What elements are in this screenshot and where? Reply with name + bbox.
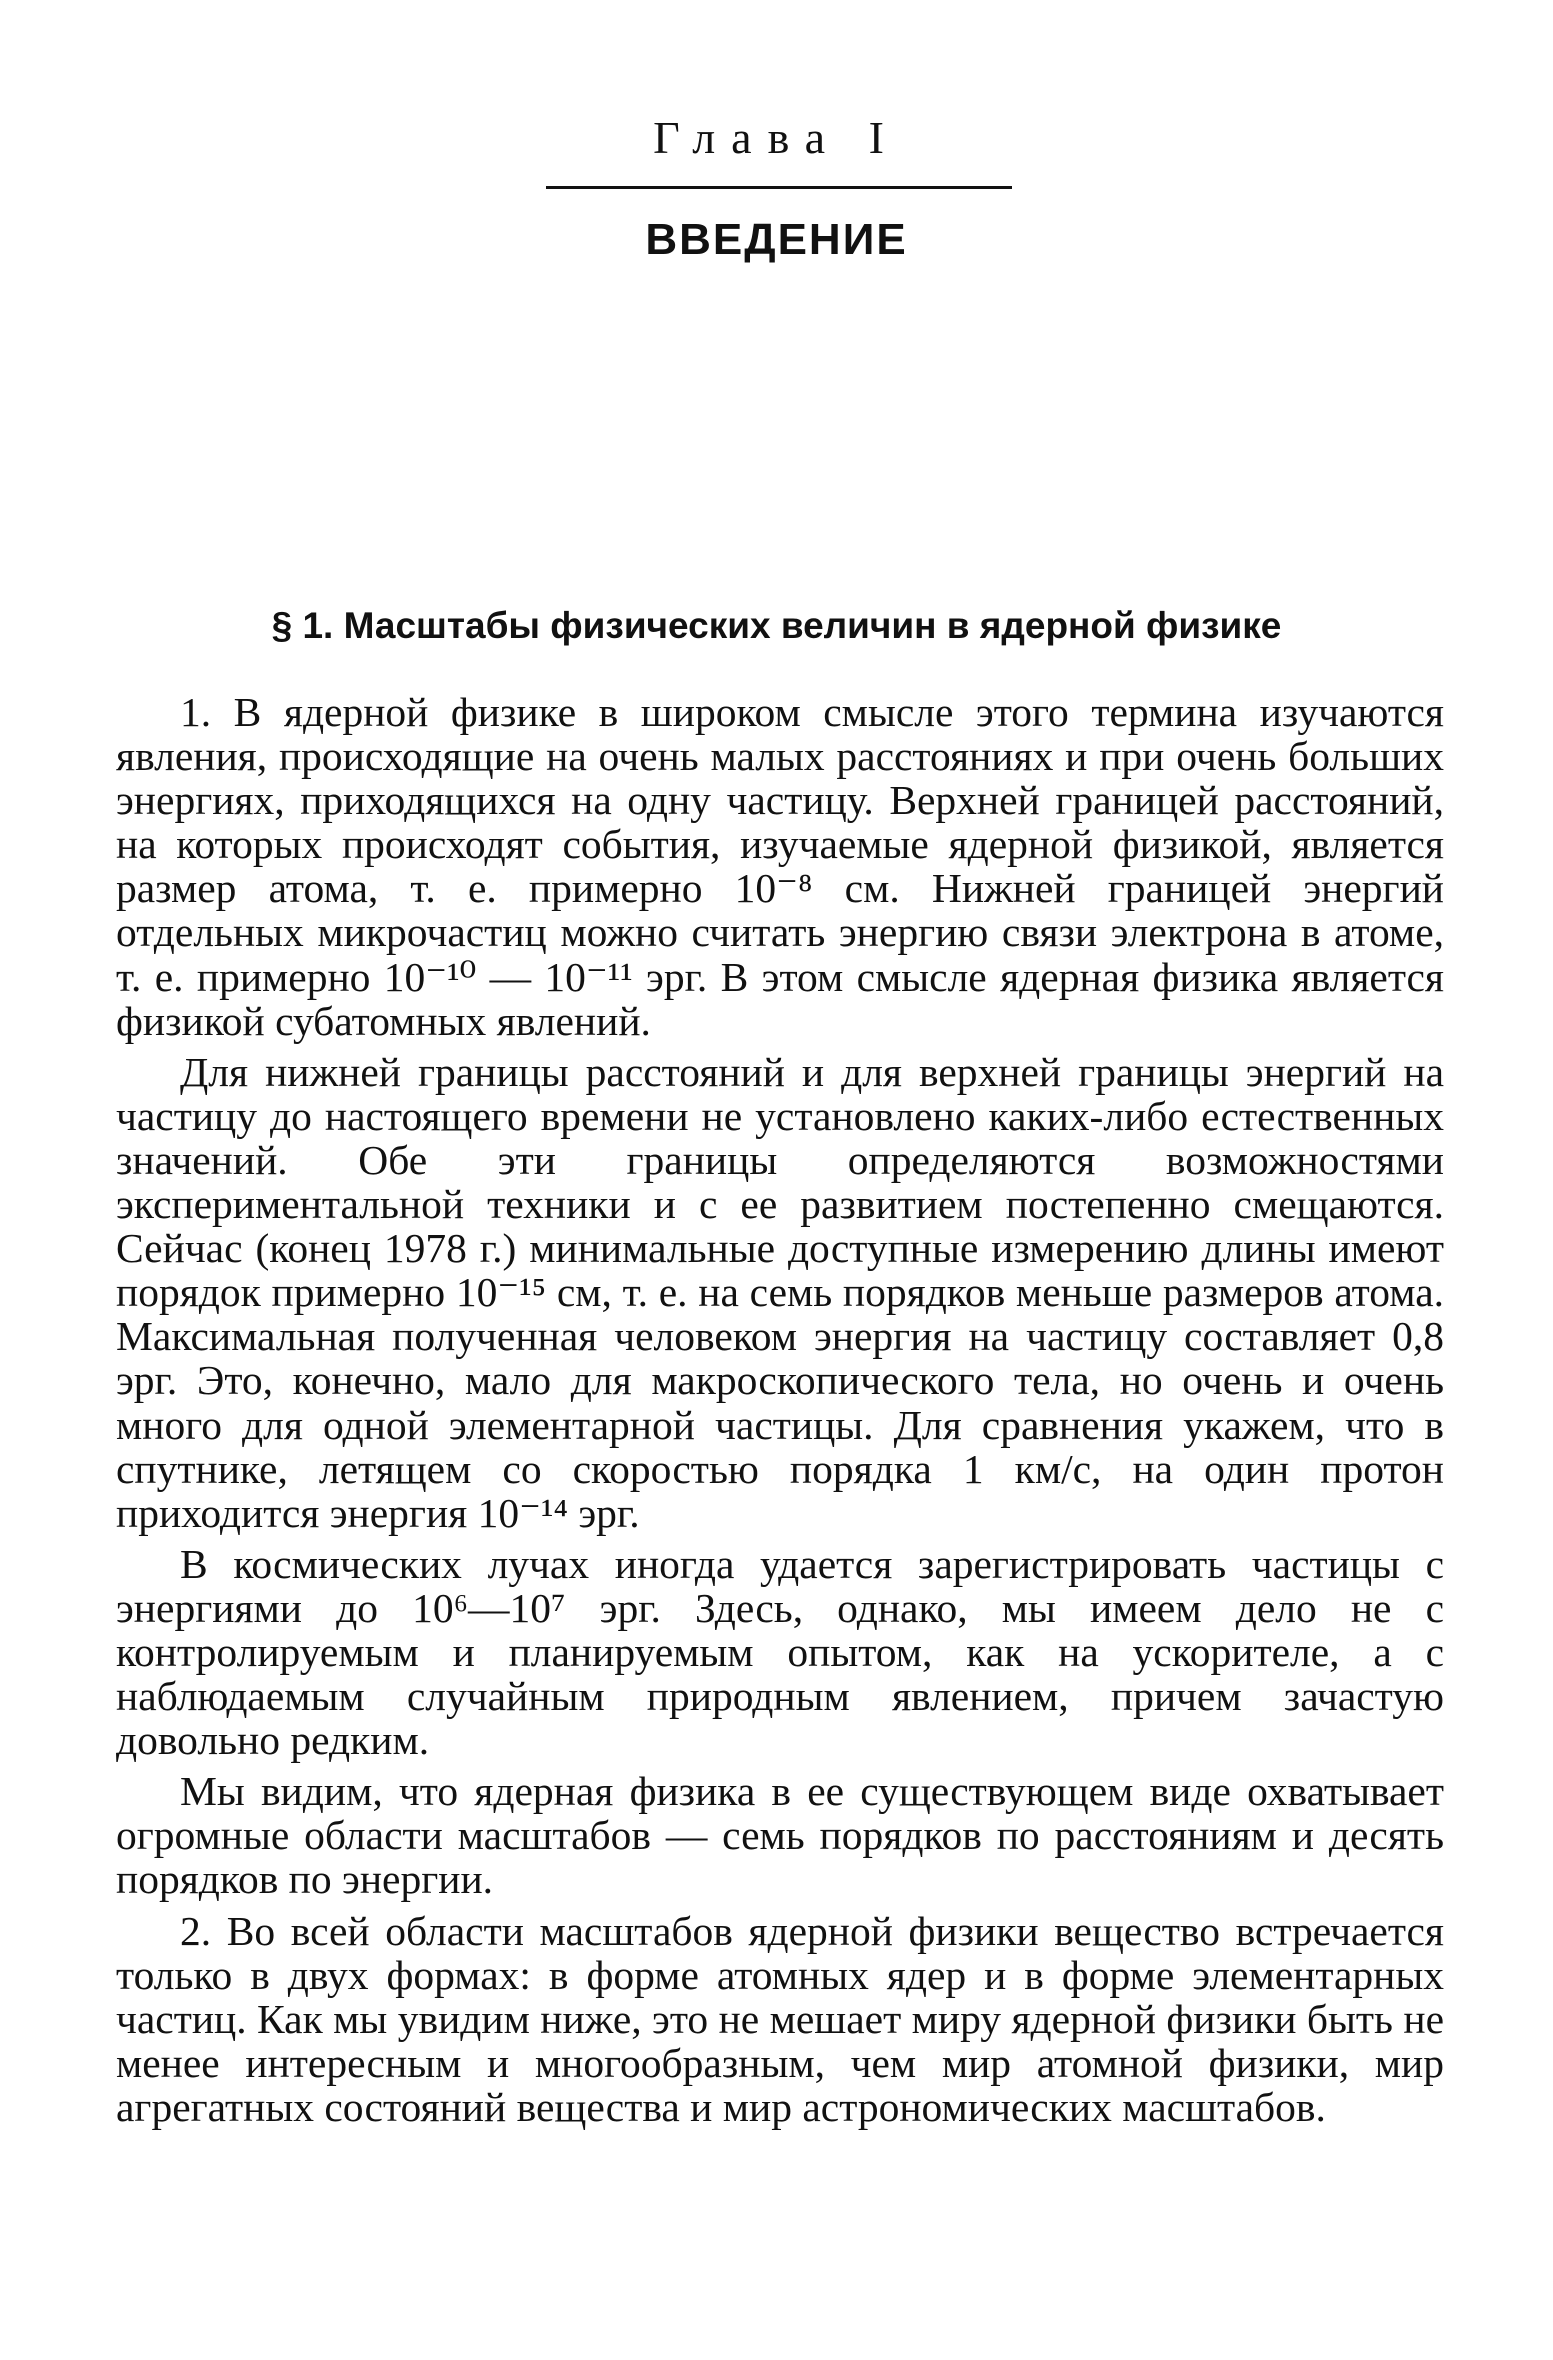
- body-text: [116, 690, 1444, 2129]
- section-heading: § 1. Масштабы физических величин в ядерной физике: [271, 605, 1282, 646]
- paragraph: Для нижней границы расстояний и для верхней границы энергий на частицу до настоящего времени не установлено каких-либо естественных значений. Обе эти границы определяются возможностями экспериментальной техники и с ее развитием постепенно смещаются. Сейчас (конец 1978 г.) минимальные доступные измерению длины имеют порядок примерно 10⁻¹⁵ см, т. е. на семь порядков меньше размеров атома. Максимальная полученная человеком энергия на частицу составляет 0,8 эрг. Это, конечно, мало для макроскопического тела, но очень и очень много для одной элементарной частицы. Для сравнения укажем, что в спутнике, летящем со скоростью порядка 1 км/с, на один протон приходится энергия 10⁻¹⁴ эрг.: [116, 1048, 1444, 1536]
- chapter-divider: [546, 186, 1012, 189]
- paragraph: Мы видим, что ядерная физика в ее существующем виде охватывает огромные области масштабов — семь порядков по расстояниям и десять порядков по энергии.: [116, 1768, 1444, 1903]
- paragraph: В космических лучах иногда удается зарегистрировать частицы с энергиями до 10⁶—10⁷ эрг. Здесь, однако, мы имеем дело не с контролируемым и планируемым опытом, как на ускорителе, а с наблюдаемым случайным природным явлением, причем зачастую довольно редким.: [116, 1540, 1444, 1764]
- paragraph: 1. В ядерной физике в широком смысле этого термина изучаются явления, происходящие на очень малых расстояниях и при очень больших энергиях, приходящихся на одну частицу. Верхней границей расстояний, на которых происходят события, изучаемые ядерной физикой, является размер атома, т. е. примерно 10⁻⁸ см. Нижней границей энергий отдельных микрочастиц можно считать энергию связи электрона в атоме, т. е. примерно 10⁻¹⁰ — 10⁻¹¹ эрг. В этом смысле ядерная физика является физикой субатомных явлений.: [116, 689, 1444, 1044]
- paragraph: 2. Во всей области масштабов ядерной физики вещество встречается только в двух формах: в форме атомных ядер и в форме элементарных частиц. Как мы увидим ниже, это не мешает миру ядерной физики быть не менее интересным и многообразным, чем мир атомной физики, мир агрегатных состояний вещества и мир астрономических масштабов.: [116, 1907, 1444, 2130]
- chapter-title: ВВЕДЕНИЕ: [645, 215, 908, 264]
- chapter-label: Глава I: [653, 112, 900, 163]
